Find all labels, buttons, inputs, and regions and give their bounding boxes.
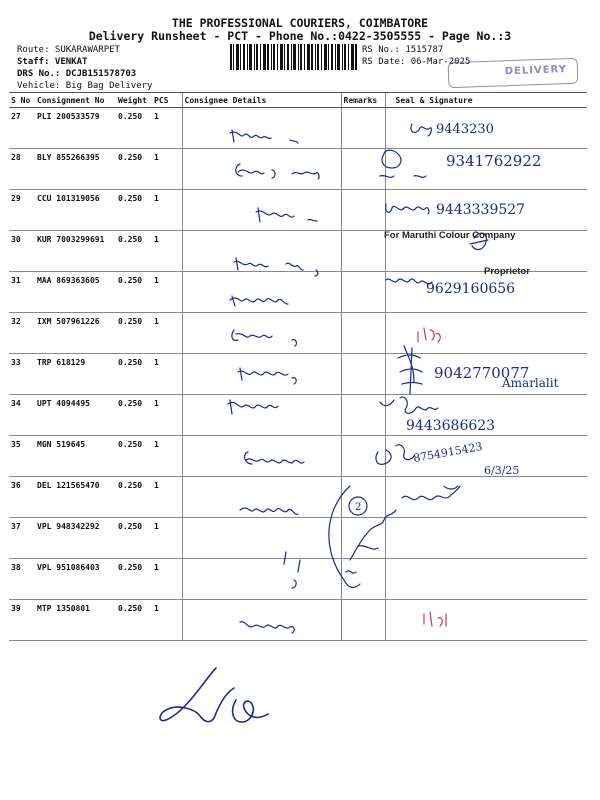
- row-seal: [385, 272, 587, 313]
- row-remarks: [341, 559, 385, 600]
- vehicle-label: Vehicle: Big Bag Delivery: [17, 81, 153, 91]
- row-consignee: [182, 272, 341, 313]
- row-remarks: [341, 395, 385, 436]
- phone-35: 8754915423: [412, 439, 484, 465]
- row-consignment: VPL 948342292: [35, 518, 116, 559]
- col-header-sno: S No: [9, 93, 35, 108]
- row-remarks: [341, 149, 385, 190]
- row-consignee: [182, 518, 341, 559]
- col-header-weight: Weight: [116, 93, 152, 108]
- row-consignee: [182, 559, 341, 600]
- phone-27: 9443230: [436, 122, 494, 137]
- row-sno: 34: [9, 395, 35, 436]
- row-consignment: IXM 507961226: [35, 313, 116, 354]
- row-sno: 27: [9, 108, 35, 149]
- row-pcs: 1: [152, 108, 182, 149]
- row-sno: 29: [9, 190, 35, 231]
- staff-label: Staff: VENKAT: [17, 57, 88, 67]
- row-remarks: [341, 231, 385, 272]
- table-row: [9, 600, 587, 641]
- row-weight: 0.250: [116, 600, 152, 641]
- row-seal: [385, 149, 587, 190]
- delivery-stamp-text: DELIVERY: [504, 64, 568, 78]
- row-seal: [385, 559, 587, 600]
- row-seal: [385, 354, 587, 395]
- row-weight: 0.250: [116, 559, 152, 600]
- table-row: [9, 231, 587, 272]
- row-remarks: [341, 108, 385, 149]
- row-consignee: [182, 436, 341, 477]
- col-header-seal: Seal & Signature: [385, 93, 587, 108]
- row-pcs: 1: [152, 190, 182, 231]
- circle-mark-label: 2: [355, 502, 362, 513]
- rs-number: RS No.: 1515787: [362, 45, 444, 55]
- row-remarks: [341, 477, 385, 518]
- row-consignee: [182, 395, 341, 436]
- row-weight: 0.250: [116, 436, 152, 477]
- row-seal: [385, 231, 587, 272]
- row-consignment: PLI 200533579: [35, 108, 116, 149]
- row-consignment: KUR 7003299691: [35, 231, 116, 272]
- table-row: [9, 272, 587, 313]
- row-pcs: 1: [152, 231, 182, 272]
- col-header-pcs: PCS: [152, 93, 182, 108]
- row-pcs: 1: [152, 395, 182, 436]
- row-consignment: VPL 951086403: [35, 559, 116, 600]
- table-row: [9, 559, 587, 600]
- runsheet-table: [9, 92, 587, 641]
- row-consignment: BLY 855266395: [35, 149, 116, 190]
- row-consignment: CCU 101319056: [35, 190, 116, 231]
- row-consignment: UPT 4094495: [35, 395, 116, 436]
- drs-number: DRS No.: DCJB151578703: [17, 69, 137, 79]
- row-consignee: [182, 108, 341, 149]
- row-seal: [385, 600, 587, 641]
- row-pcs: 1: [152, 518, 182, 559]
- row-seal: [385, 477, 587, 518]
- phone-29: 9443339527: [436, 202, 526, 218]
- runsheet-subtitle: Delivery Runsheet - PCT - Phone No.:0422-3505555 - Page No.:3: [88, 29, 512, 43]
- row-sno: 37: [9, 518, 35, 559]
- seal-role: Proprietor: [484, 266, 530, 277]
- row-weight: 0.250: [116, 518, 152, 559]
- row-consignee: [182, 600, 341, 641]
- row-consignment: MGN 519645: [35, 436, 116, 477]
- row-remarks: [341, 272, 385, 313]
- row-seal: [385, 313, 587, 354]
- row-remarks: [341, 313, 385, 354]
- row-consignment: MAA 869363605: [35, 272, 116, 313]
- row-pcs: 1: [152, 149, 182, 190]
- table-row: [9, 149, 587, 190]
- seal-company: For Maruthi Colour Company: [384, 230, 516, 241]
- row-weight: 0.250: [116, 313, 152, 354]
- row-consignee: [182, 149, 341, 190]
- row-weight: 0.250: [116, 231, 152, 272]
- row-pcs: 1: [152, 600, 182, 641]
- bottom-signature: [160, 668, 268, 722]
- table-header-row: [9, 93, 587, 108]
- row-consignee: [182, 190, 341, 231]
- row-pcs: 1: [152, 313, 182, 354]
- row-seal: [385, 108, 587, 149]
- row-consignee: [182, 313, 341, 354]
- row-consignee: [182, 354, 341, 395]
- row-pcs: 1: [152, 559, 182, 600]
- table-row: [9, 190, 587, 231]
- row-weight: 0.250: [116, 477, 152, 518]
- row-sno: 30: [9, 231, 35, 272]
- row-sno: 36: [9, 477, 35, 518]
- row-sno: 35: [9, 436, 35, 477]
- row-weight: 0.250: [116, 354, 152, 395]
- row-remarks: [341, 354, 385, 395]
- col-header-consignment: Consignment No: [35, 93, 116, 108]
- row-weight: 0.250: [116, 149, 152, 190]
- row-weight: 0.250: [116, 108, 152, 149]
- row-pcs: 1: [152, 477, 182, 518]
- row-weight: 0.250: [116, 272, 152, 313]
- row-remarks: [341, 600, 385, 641]
- delivery-stamp: [448, 58, 579, 89]
- table-row: [9, 436, 587, 477]
- rs-date: RS Date: 06-Mar-2025: [362, 57, 471, 67]
- row-remarks: [341, 518, 385, 559]
- row-sno: 32: [9, 313, 35, 354]
- row-seal: [385, 395, 587, 436]
- company-title: THE PROFESSIONAL COURIERS, COIMBATORE: [171, 16, 429, 30]
- row-consignee: [182, 477, 341, 518]
- row-seal: [385, 190, 587, 231]
- row-weight: 0.250: [116, 190, 152, 231]
- row-sno: 38: [9, 559, 35, 600]
- barcode: [230, 44, 358, 70]
- phone-34: 9443686623: [406, 418, 496, 434]
- row-pcs: 1: [152, 354, 182, 395]
- date-35: 6/3/25: [484, 464, 520, 477]
- row-sno: 39: [9, 600, 35, 641]
- table-row: [9, 395, 587, 436]
- phone-31: 9629160656: [426, 281, 516, 297]
- signer-name-33: Amarlalit: [502, 376, 559, 390]
- phone-28: 9341762922: [446, 152, 542, 170]
- row-pcs: 1: [152, 272, 182, 313]
- col-header-remarks: Remarks: [341, 93, 385, 108]
- phone-33: 9042770077: [434, 364, 530, 382]
- table-row: [9, 477, 587, 518]
- row-consignee: [182, 231, 341, 272]
- table-row: [9, 354, 587, 395]
- row-pcs: 1: [152, 436, 182, 477]
- row-remarks: [341, 190, 385, 231]
- route-label: Route: SUKARAWARPET: [17, 45, 120, 55]
- row-weight: 0.250: [116, 395, 152, 436]
- row-sno: 33: [9, 354, 35, 395]
- col-header-consignee: Consignee Details: [182, 93, 341, 108]
- row-seal: [385, 436, 587, 477]
- table-row: [9, 108, 587, 149]
- row-sno: 28: [9, 149, 35, 190]
- row-seal: [385, 518, 587, 559]
- table-row: [9, 313, 587, 354]
- table-row: [9, 518, 587, 559]
- row-consignment: TRP 618129: [35, 354, 116, 395]
- row-remarks: [341, 436, 385, 477]
- row-consignment: MTP 1350801: [35, 600, 116, 641]
- runsheet-table-wrap: [9, 92, 587, 632]
- row-consignment: DEL 121565470: [35, 477, 116, 518]
- row-sno: 31: [9, 272, 35, 313]
